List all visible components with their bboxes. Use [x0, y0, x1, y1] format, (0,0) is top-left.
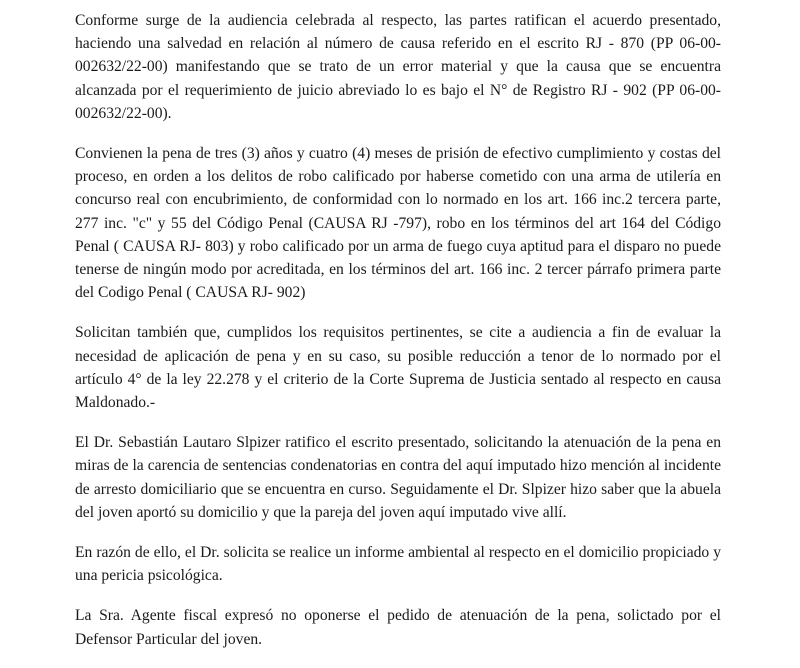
document-page	[75, 9, 721, 668]
paragraph-prosecutor-statement: La Sra. Agente fiscal expresó no oponerse el pedido de atenuación de la pena, solictado por el Defensor Particular del joven.	[75, 607, 721, 648]
paragraph-agreement-ratification: Conforme surge de la audiencia celebrada al respecto, las partes ratifican el acuerdo presentado, haciendo una salvedad en relación al número de causa referido en el escrito RJ - 870 (PP 06-00-002632/22-00) manifestando que se trato de un error material y que la causa que se encuentra alcanzada por el requerimiento de juicio abreviado lo es bajo el N° de Registro RJ - 902 (PP 06-00-002632/22-00).	[75, 12, 721, 122]
paragraph-sentence-terms: Convienen la pena de tres (3) años y cuatro (4) meses de prisión de efectivo cumplimiento y costas del proceso, en orden a los delitos de robo calificado por haberse cometido con una arma de utilería en concurso real con encubrimiento, de conformidad con lo normado en los art. 166 inc.2 tercera parte, 277 inc. "c" y 55 del Código Penal (CAUSA RJ -797), robo en los términos del art 164 del Código Penal ( CAUSA RJ- 803) y robo calificado por un arma de fuego cuya aptitud para el disparo no puede tenerse de ningún modo por acreditada, en los términos del art. 166 inc. 2 tercer párrafo primera parte del Codigo Penal ( CAUSA RJ- 902)	[75, 145, 721, 302]
paragraph-defense-statement: El Dr. Sebastián Lautaro Slpizer ratifico el escrito presentado, solicitando la atenuación de la pena en miras de la carencia de sentencias condenatorias en contra del aquí imputado hizo mención al incidente de arresto domiciliario que se encuentra en curso. Seguidamente el Dr. Slpizer hizo saber que la abuela del joven aportó su domicilio y que la pareja del joven aquí imputado vive allí.	[75, 434, 721, 521]
paragraph-report-request: En razón de ello, el Dr. solicita se realice un informe ambiental al respecto en el domicilio propiciado y una pericia psicológica.	[75, 544, 721, 585]
paragraph-hearing-request: Solicitan también que, cumplidos los requisitos pertinentes, se cite a audiencia a fin de evaluar la necesidad de aplicación de pena y en su caso, su posible reducción a tenor de lo normado por el artículo 4° de la ley 22.278 y el criterio de la Corte Suprema de Justicia sentado al respecto en causa Maldonado.-	[75, 324, 721, 412]
